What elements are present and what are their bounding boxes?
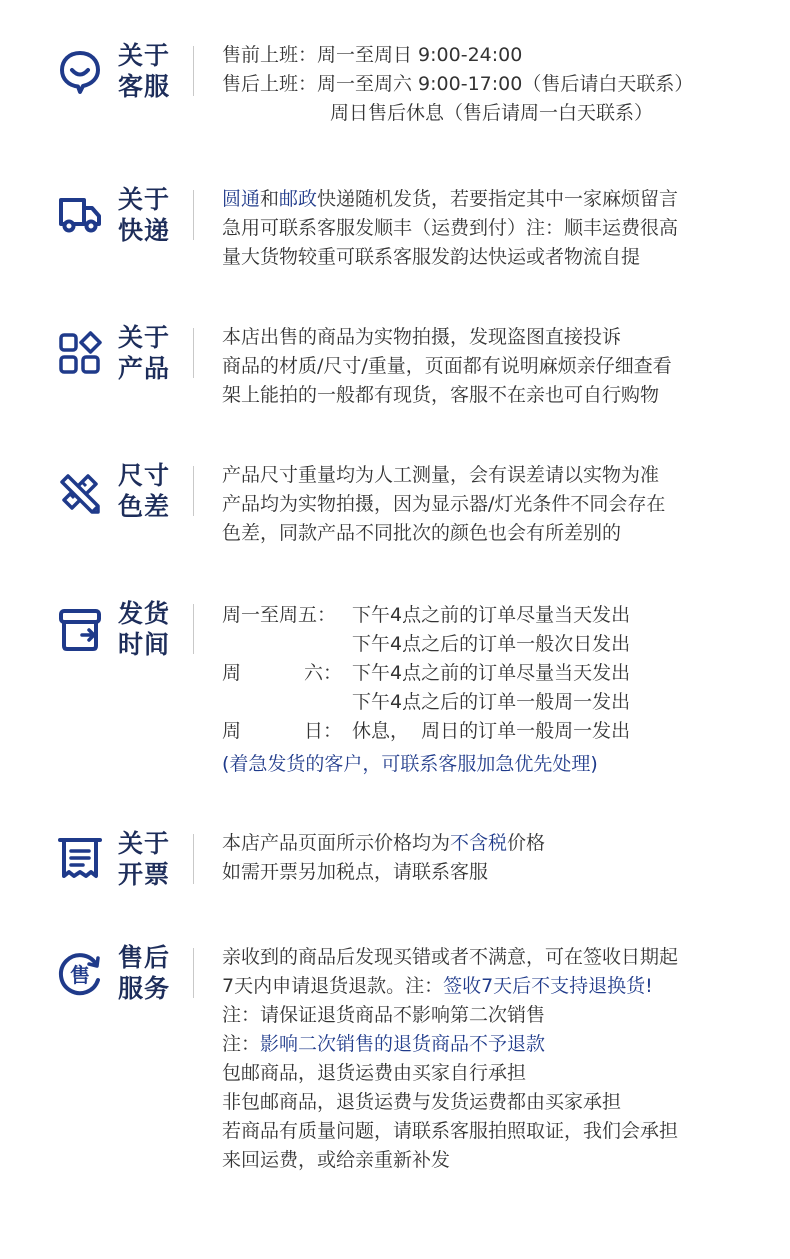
divider — [193, 948, 194, 998]
sale-badge-icon — [56, 950, 104, 998]
section-title: 关于 快递 — [118, 185, 171, 245]
no-return-after-7-days: 签收7天后不支持退换货! — [443, 975, 653, 997]
section-content: 本店产品页面所示价格均为不含税价格 如需开票另加税点，请联系客服 — [222, 832, 546, 883]
urgent-note: (着急发货的客户，可联系客服加急优先处理) — [222, 753, 598, 775]
section-title: 发货 时间 — [118, 599, 171, 659]
delivery-truck-icon — [56, 190, 104, 238]
section-content: 产品尺寸重量均为人工测量，会有误差请以实物为准 产品均为实物拍摄，因为显示器/灯光条件不同会存在 色差，同款产品不同批次的颜色也会有所差别的 — [222, 464, 666, 544]
section-content: 亲收到的商品后发现买错或者不满意，可在签收日期起 7天内申请退货退款。注：签收7天后不支持退换货! 注：请保证退货商品不影响第二次销售 注：影响二次销售的退货商品不予退款 包邮商品，退货运费由买家自行承担 非包邮商品，退货运费与发货运费都由买家承担 若商品有质量问题，请联系客服拍照取证，我们会承担 来回运费，或给亲重新补发 — [222, 946, 679, 1171]
no-refund-note: 影响二次销售的退货商品不予退款 — [260, 1033, 546, 1055]
section-content: 圆通和邮政快递随机发货，若要指定其中一家麻烦留言 急用可联系客服发顺丰（运费到付）注：顺丰运费很高 量大货物较重可联系客服发韵达快运或者物流自提 — [222, 188, 679, 268]
section-title: 关于 产品 — [118, 323, 171, 383]
divider — [193, 328, 194, 378]
section-title: 关于 开票 — [118, 829, 171, 889]
section-title: 售后 服务 — [118, 943, 171, 1003]
invoice-receipt-icon — [56, 834, 104, 882]
ruler-pencil-icon — [56, 468, 104, 516]
carrier-yto: 圆通 — [222, 188, 261, 210]
shipping-box-icon — [56, 606, 104, 654]
section-title: 尺寸 色差 — [118, 461, 171, 521]
divider — [193, 46, 194, 96]
product-grid-icon — [56, 330, 104, 378]
section-content: 本店出售的商品为实物拍摄，发现盗图直接投诉 商品的材质/尺寸/重量，页面都有说明麻烦亲仔细查看 架上能拍的一般都有现货，客服不在亲也可自行购物 — [222, 326, 672, 406]
section-content: 周一至周五： 下午4点之前的订单尽量当天发出 下午4点之后的订单一般次日发出 周 六： 下午4点之前的订单尽量当天发出 下午4点之后的订单一般周一发出 周 日： 休息， 周日的订单一般周一发出 (着急发货的客户，可联系客服加急优先处理) — [222, 601, 630, 779]
divider — [193, 190, 194, 240]
section-content: 售前上班：周一至周日 9:00-24:00 售后上班：周一至周六 9:00-17:00（售后请白天联系） 周日售后休息（售后请周一白天联系） — [222, 44, 694, 124]
divider — [193, 604, 194, 654]
divider — [193, 466, 194, 516]
carrier-ems: 邮政 — [279, 188, 318, 210]
section-title: 关于 客服 — [118, 41, 171, 101]
customer-service-icon — [56, 48, 104, 96]
svg-text:售: 售 — [70, 963, 90, 987]
divider — [193, 834, 194, 884]
tax-exclusive-highlight: 不含税 — [450, 832, 508, 854]
